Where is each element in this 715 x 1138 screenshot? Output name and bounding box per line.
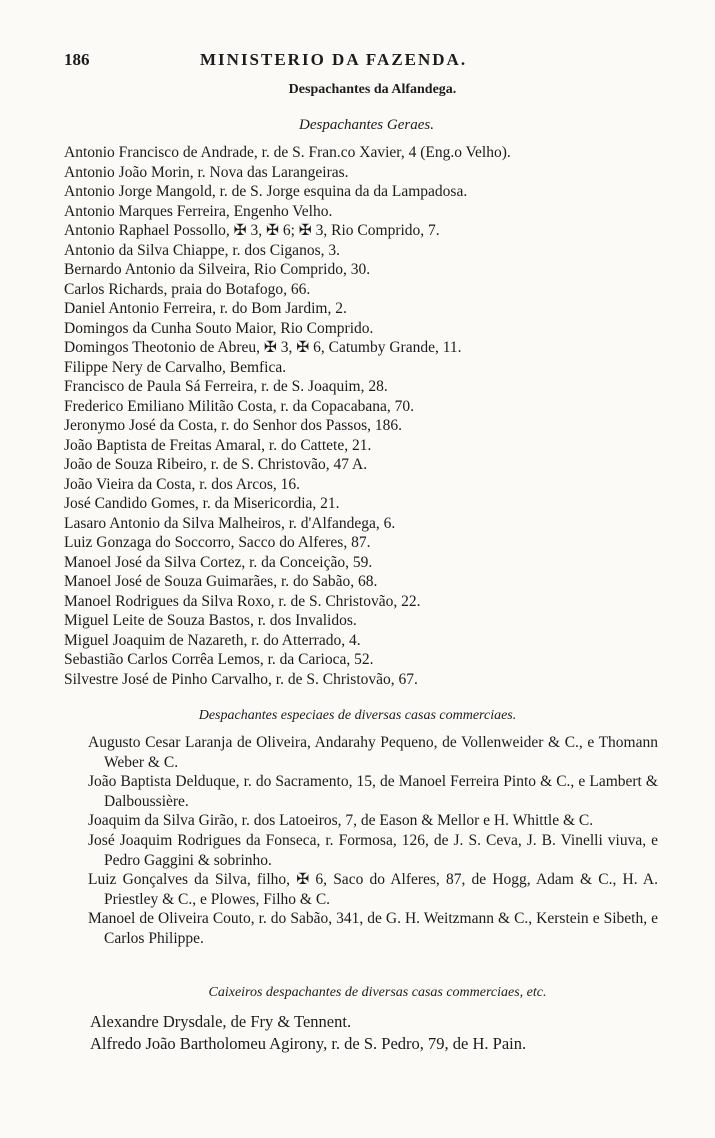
list-entry: Antonio Jorge Mangold, r. de S. Jorge esquina da da Lampadosa. xyxy=(64,183,468,200)
list-entry: Joaquim da Silva Girão, r. dos Latoeiros, 7, de Eason & Mellor e H. Whittle & C. xyxy=(88,812,594,830)
section-subtitle: Despachantes da Alfandega. xyxy=(288,82,457,97)
list-entry: João de Souza Ribeiro, r. de S. Christovão, 47 A. xyxy=(64,456,368,473)
list-entry: Domingos Theotonio de Abreu, ✠ 3, ✠ 6, Catumby Grande, 11. xyxy=(64,339,462,356)
list-entry: Filippe Nery de Carvalho, Bemfica. xyxy=(64,358,287,376)
list-entry: Jeronymo José da Costa, r. do Senhor dos Passos, 186. xyxy=(64,417,402,434)
list-entry: Miguel Leite de Souza Bastos, r. dos Invalidos. xyxy=(64,612,357,629)
list-entry: Alexandre Drysdale, de Fry & Tennent. xyxy=(90,1012,352,1031)
list-entry: Antonio Marques Ferreira, Engenho Velho. xyxy=(64,202,333,220)
list-entry: Antonio da Silva Chiappe, r. dos Ciganos, 3. xyxy=(64,241,340,259)
heading-despachantes-especiaes: Despachantes especiaes de diversas casas commerciaes. xyxy=(198,708,517,723)
list-entry: Miguel Joaquim de Nazareth, r. do Atterrado, 4. xyxy=(64,631,361,649)
list-entry: Antonio João Morin, r. Nova das Larangeiras. xyxy=(64,163,349,181)
list-entry: Francisco de Paula Sá Ferreira, r. de S. Joaquim, 28. xyxy=(64,378,388,395)
list-entry: Augusto Cesar Laranja de Oliveira, Andarahy Pequeno, de Vollenweider & C., e Thomann Weber & C. xyxy=(88,734,658,771)
list-entry: João Baptista Delduque, r. do Sacramento, 15, de Manoel Ferreira Pinto & C., e Lambert & Dalboussière. xyxy=(88,773,658,810)
list-despachantes-geraes xyxy=(64,143,664,689)
running-title: MINISTERIO DA FAZENDA. xyxy=(200,50,468,69)
page-number: 186 xyxy=(64,50,90,69)
list-despachantes-especiaes xyxy=(88,733,658,949)
list-entry: João Vieira da Costa, r. dos Arcos, 16. xyxy=(64,475,300,493)
list-entry: Lasaro Antonio da Silva Malheiros, r. d'Alfandega, 6. xyxy=(64,514,396,532)
list-entry: João Baptista de Freitas Amaral, r. do Cattete, 21. xyxy=(64,436,372,454)
heading-despachantes-geraes: Despachantes Geraes. xyxy=(299,117,434,133)
list-entry: Manoel Rodrigues da Silva Roxo, r. de S. Christovão, 22. xyxy=(64,592,421,610)
heading-caixeiros-despachantes: Caixeiros despachantes de diversas casas commerciaes, etc. xyxy=(208,985,547,1000)
page-header xyxy=(64,50,664,74)
list-entry: Antonio Raphael Possollo, ✠ 3, ✠ 6; ✠ 3, Rio Comprido, 7. xyxy=(64,222,440,239)
list-entry: Alfredo João Bartholomeu Agirony, r. de S. Pedro, 79, de H. Pain. xyxy=(90,1034,527,1053)
list-caixeiros-despachantes xyxy=(90,1011,690,1055)
list-entry: Manoel José da Silva Cortez, r. da Conceição, 59. xyxy=(64,553,373,571)
list-entry: Sebastião Carlos Corrêa Lemos, r. da Carioca, 52. xyxy=(64,651,374,668)
list-entry: Luiz Gonçalves da Silva, filho, ✠ 6, Saco do Alferes, 87, de Hogg, Adam & C., H. A. Priestley & C., e Plowes, Filho & C. xyxy=(88,871,658,908)
list-entry: Carlos Richards, praia do Botafogo, 66. xyxy=(64,280,311,298)
list-entry: Frederico Emiliano Militão Costa, r. da Copacabana, 70. xyxy=(64,397,414,415)
list-entry: Manoel José de Souza Guimarães, r. do Sabão, 68. xyxy=(64,573,378,590)
list-entry: Manoel de Oliveira Couto, r. do Sabão, 341, de G. H. Weitzmann & C., Kerstein e Sibeth, e Carlos Philippe. xyxy=(88,910,658,947)
list-entry: Luiz Gonzaga do Soccorro, Sacco do Alferes, 87. xyxy=(64,534,371,551)
list-entry: Domingos da Cunha Souto Maior, Rio Comprido. xyxy=(64,319,374,337)
list-entry: Daniel Antonio Ferreira, r. do Bom Jardim, 2. xyxy=(64,300,347,317)
list-entry: Bernardo Antonio da Silveira, Rio Comprido, 30. xyxy=(64,261,371,278)
list-entry: Silvestre José de Pinho Carvalho, r. de S. Christovão, 67. xyxy=(64,670,418,688)
list-entry: José Joaquim Rodrigues da Fonseca, r. Formosa, 126, de J. S. Ceva, J. B. Vinelli viuva, e Pedro Gaggini & sobrinho. xyxy=(88,831,658,869)
list-entry: Antonio Francisco de Andrade, r. de S. Fran.co Xavier, 4 (Eng.o Velho). xyxy=(64,144,511,161)
list-entry: José Candido Gomes, r. da Misericordia, 21. xyxy=(64,495,340,512)
